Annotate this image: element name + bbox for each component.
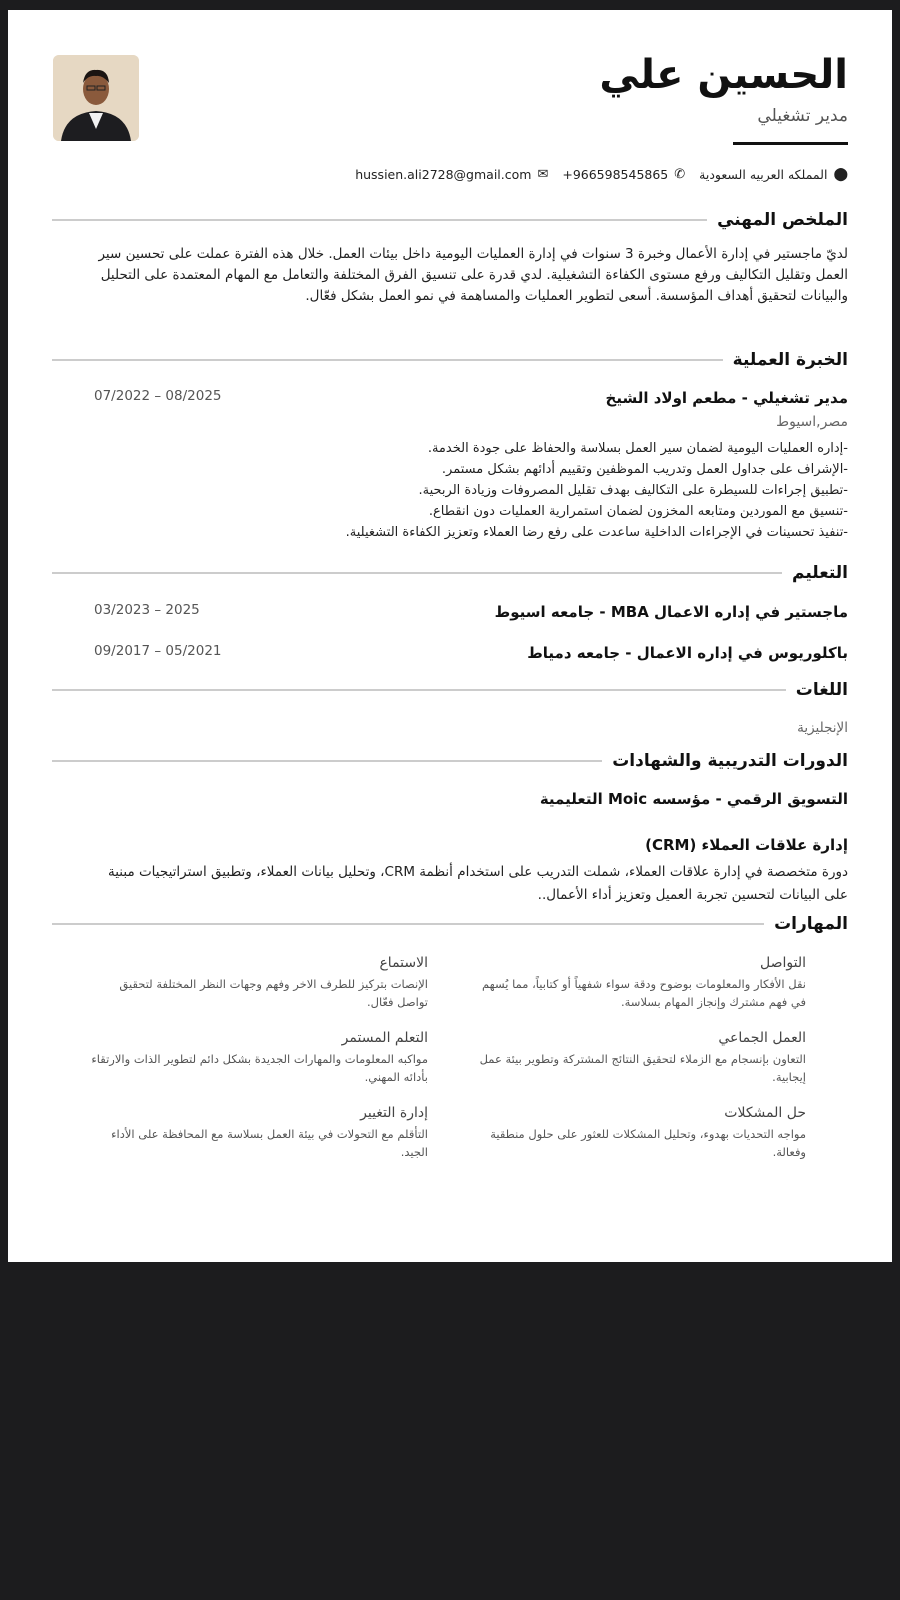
location-pin-icon: ⬤ [833, 167, 848, 182]
name-underline [733, 142, 848, 145]
phone[interactable]: +966598545865 [562, 167, 669, 182]
full-name: الحسين علي [599, 52, 848, 98]
skill-desc: التأقلم مع التحولات في بيئة العمل بسلاسة مع المحافظة على الأداء الجيد. [111, 1127, 428, 1159]
skill-desc: التعاون بإنسجام مع الزملاء لتحقيق النتائج المشتركة وتطوير بيئة عمل إيجابية. [479, 1052, 806, 1084]
skill [88, 955, 428, 1011]
bullet: -تنفيذ تحسينات في الإجراءات الداخلية ساعدت على رفع رضا العملاء وتعزيز الكفاءة التشغيلية. [345, 525, 848, 540]
bullet: -تطبيق إجراءات للسيطرة على التكاليف بهدف تقليل المصروفات وزيادة الربحية. [418, 483, 848, 498]
section-title: الملخص المهني [717, 210, 848, 230]
section-title: المهارات [774, 914, 848, 934]
bullet: -الإشراف على جداول العمل وتدريب الموظفين وتقييم أدائهم بشكل مستمر. [441, 462, 848, 477]
phone-icon: ✆ [674, 167, 686, 182]
email-icon: ✉ [537, 167, 549, 182]
degree: ماجستير في إداره الاعمال MBA - جامعه اسيوط [494, 603, 848, 621]
course-desc: دورة متخصصة في إدارة علاقات العملاء، شملت التدريب على استخدام أنظمة CRM، وتحليل بيانات العملاء، وتطبيق استراتيجيات مبنية على البيانات لتحسين تجربة العميل وتعزيز أداء الأعمال.. [107, 864, 848, 903]
summary-text: لديّ ماجستير في إدارة الأعمال وخبرة 3 سنوات في إدارة العمليات اليومية داخل بيئات العمل. خلال هذه الفترة عملت على تحسين سير العمل وتقليل التكاليف ورفع مستوى الكفاءة التشغيلية. لدي قدرة على تنسيق الفرق المختلفة والتعامل مع المهام المعتمدة على التحليل والبيانات لتحقيق أهداف المؤسسة. أسعى لتطوير العمليات والمساهمة في نمو العمل بشكل فعّال. [98, 246, 848, 304]
skill-name: إدارة التغيير [360, 1105, 428, 1121]
profile-photo [53, 55, 139, 141]
contact-row [355, 167, 848, 182]
skill [88, 1105, 428, 1161]
skill [466, 1105, 806, 1161]
degree-dates: 03/2023 – 2025 [94, 602, 200, 618]
job-dates: 07/2022 – 08/2025 [94, 388, 222, 404]
email[interactable]: hussien.ali2728@gmail.com [355, 167, 532, 182]
skill-desc: مواجه التحديات بهدوء، وتحليل المشكلات للعثور على حلول منطقية وفعالة. [490, 1127, 806, 1159]
bullet: -تنسيق مع الموردين ومتابعه المخزون لضمان استمرارية العمليات دون انقطاع. [428, 504, 848, 519]
resume-page [8, 10, 892, 1262]
location: المملكه العربيه السعودية [699, 167, 828, 182]
language: الإنجليزية [797, 720, 848, 736]
skill [466, 1030, 806, 1086]
section-summary [52, 210, 848, 230]
skill-name: التواصل [760, 955, 806, 971]
section-title: اللغات [795, 680, 848, 700]
skill-name: التعلم المستمر [341, 1030, 428, 1046]
job-location: مصر,اسيوط [776, 414, 848, 430]
section-skills [52, 914, 848, 934]
course-name: التسويق الرقمي - مؤسسه Moic التعليمية [539, 790, 848, 808]
degree: باكلوريوس في إداره الاعمال - جامعه دمياط [527, 644, 848, 662]
skill-name: العمل الجماعي [718, 1030, 806, 1046]
skill-desc: مواكبه المعلومات والمهارات الجديدة بشكل دائم لتطوير الذات والارتقاء بأدائه المهني. [91, 1052, 428, 1084]
job-bullets [346, 438, 848, 543]
bullet: -إداره العمليات اليومية لضمان سير العمل بسلاسة والحفاظ على جودة الخدمة. [427, 441, 848, 456]
degree-dates: 09/2017 – 05/2021 [94, 643, 222, 659]
skill-name: حل المشكلات [724, 1105, 806, 1121]
section-title: الخبرة العملية [732, 350, 848, 370]
skill-desc: نقل الأفكار والمعلومات بوضوح ودقة سواء شفهياً أو كتابياً، مما يُسهم في فهم مشترك وإنجاز المهام بسلاسة. [482, 977, 806, 1009]
job-role: مدير تشغيلي [757, 106, 848, 126]
section-title: الدورات التدريبية والشهادات [612, 751, 848, 771]
skill-name: الاستماع [379, 955, 428, 971]
course-name: إدارة علاقات العملاء (CRM) [645, 836, 848, 854]
section-experience [52, 350, 848, 370]
section-courses [52, 751, 848, 771]
section-title: التعليم [792, 563, 848, 583]
section-languages [52, 680, 848, 700]
section-education [52, 563, 848, 583]
skill [88, 1030, 428, 1086]
skill [466, 955, 806, 1011]
skill-desc: الإنصات بتركيز للطرف الاخر وفهم وجهات النظر المختلفة لتحقيق تواصل فعّال. [119, 977, 428, 1009]
job-title: مدير تشغيلي - مطعم اولاد الشيخ [605, 389, 848, 407]
